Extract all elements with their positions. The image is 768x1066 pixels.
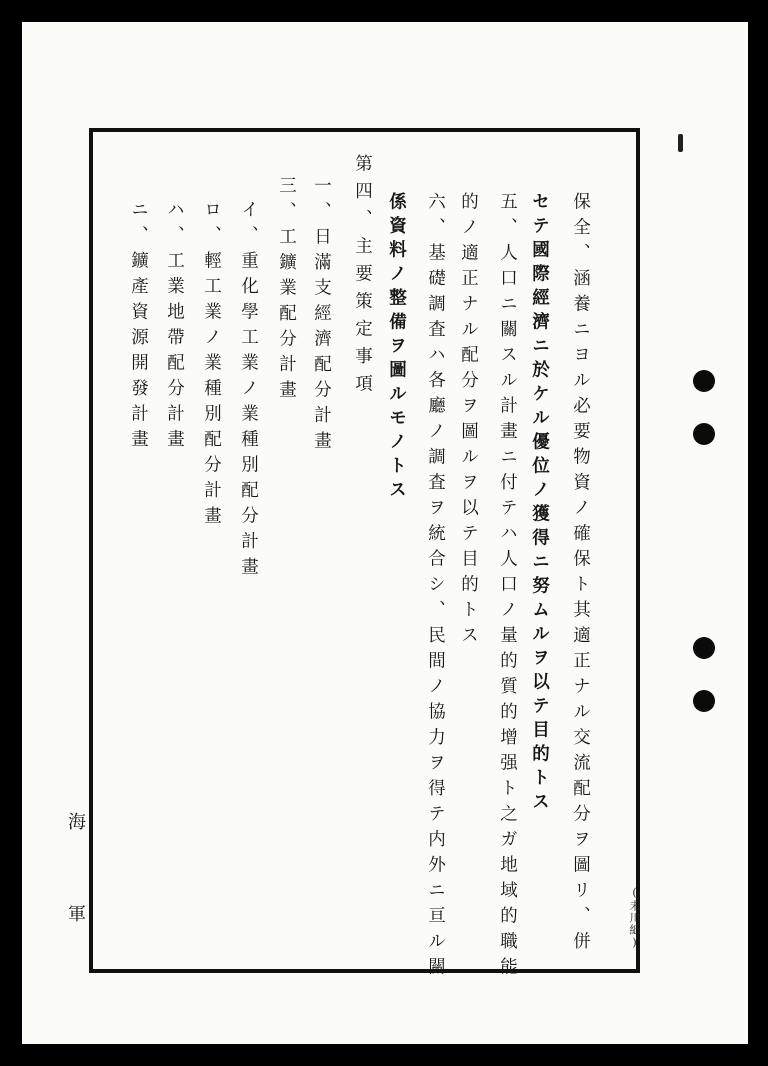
binding-hole-2 bbox=[693, 423, 715, 445]
text-column-3: 五、人口ニ關スル計畫ニ付テハ人口ノ量的質的增强ト之ガ地域的職能 bbox=[497, 192, 518, 983]
text-column-2: セテ國際經濟ニ於ケル優位ノ獲得ニ努ムルヲ以テ目的トス bbox=[529, 192, 550, 816]
text-column-5: 六、基礎調査ハ各廳ノ調査ヲ統合シ、民間ノ協力ヲ得テ内外ニ亘ル關 bbox=[425, 192, 446, 983]
text-column-7: 第四、主要策定事項 bbox=[352, 154, 373, 402]
ink-mark bbox=[678, 134, 683, 152]
text-frame bbox=[89, 128, 640, 983]
text-column-8: 一、日滿支經濟配分計畫 bbox=[311, 176, 332, 457]
margin-label-top: 海 bbox=[65, 812, 86, 830]
binding-hole-1 bbox=[693, 370, 715, 392]
document-page bbox=[22, 22, 748, 1044]
binding-hole-4 bbox=[693, 690, 715, 712]
paper-stamp: (未川紙) bbox=[628, 886, 641, 950]
binding-hole-3 bbox=[693, 637, 715, 659]
text-column-9: 三、工鑛業配分計畫 bbox=[276, 176, 297, 406]
text-column-4: 的ノ適正ナル配分ヲ圖ルヲ以テ目的トス bbox=[458, 192, 479, 651]
text-column-12: ハ、工業地帶配分計畫 bbox=[164, 200, 185, 455]
text-column-6: 係資料ノ整備ヲ圖ルモノトス bbox=[386, 192, 407, 504]
text-column-13: ニ、鑛產資源開發計畫 bbox=[128, 200, 149, 455]
text-column-10: イ、重化學工業ノ業種別配分計畫 bbox=[238, 200, 259, 583]
margin-label-bottom: 軍 bbox=[65, 904, 86, 922]
text-column-11: ロ、輕工業ノ業種別配分計畫 bbox=[201, 200, 222, 532]
text-column-1: 保全、涵養ニヨル必要物資ノ確保ト其適正ナル交流配分ヲ圖リ、併 bbox=[570, 192, 591, 957]
